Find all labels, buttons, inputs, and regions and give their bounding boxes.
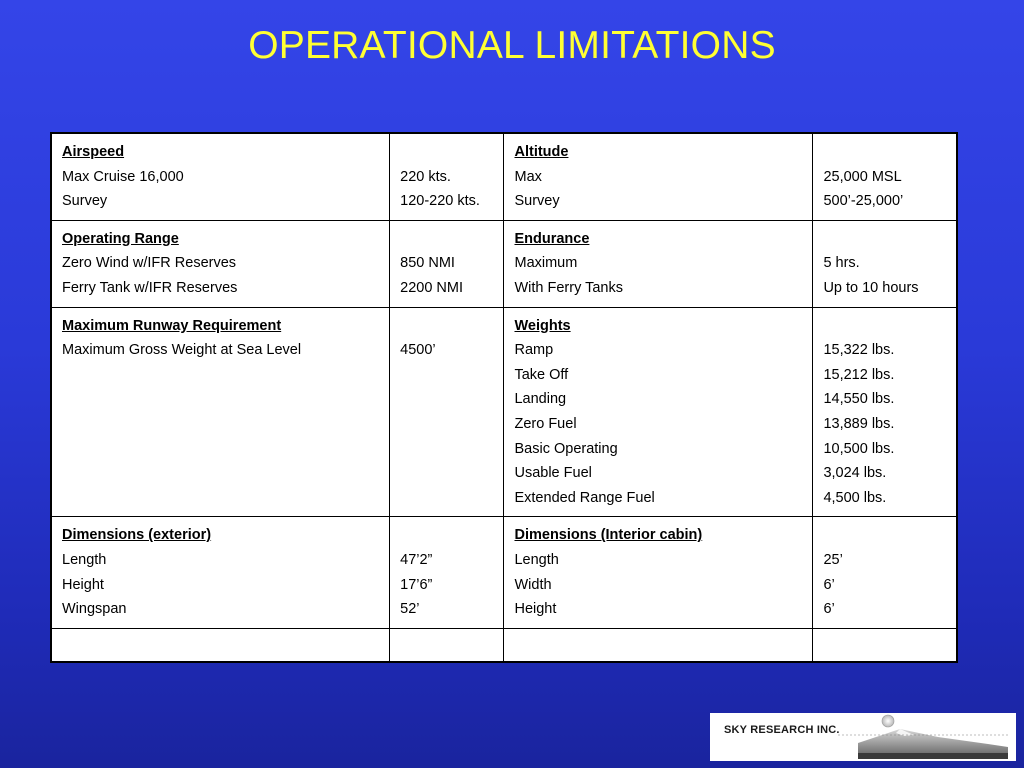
table-row [51,307,957,517]
empty-row [51,628,957,662]
logo-text: SKY RESEARCH INC. [724,724,840,736]
item-value: 52’ [400,601,420,618]
item-value: Up to 10 hours [823,279,919,296]
label-cell [51,307,390,517]
item-label: Ramp [514,342,554,359]
section-heading: Dimensions (Interior cabin) [514,527,703,544]
item-label: Wingspan [62,601,127,618]
value-cell [813,307,957,517]
item-value: 4500’ [400,342,436,359]
operational-limitations-table [50,132,958,663]
heading-spacer [400,314,493,339]
item-label: Length [62,551,107,568]
item-label: Basic Operating [514,440,618,457]
heading-spacer [400,523,493,548]
mountain-logo-icon [838,713,1016,761]
item-value: 17’6” [400,576,433,593]
item-value: 220 kts. [400,168,451,185]
item-label: Height [62,576,104,593]
empty-cell [504,628,813,662]
item-label: Landing [514,391,567,408]
table-row [51,517,957,628]
item-label: Length [514,551,559,568]
heading-spacer [400,227,493,252]
section-heading: Operating Range [62,230,179,247]
label-cell [504,307,813,517]
value-cell [390,133,504,220]
item-label: Max Cruise 16,000 [62,168,184,185]
item-value: 120-220 kts. [400,193,480,210]
section-heading: Maximum Runway Requirement [62,317,282,334]
item-value: 15,322 lbs. [823,342,895,359]
item-value: 2200 NMI [400,279,464,296]
item-value: 4,500 lbs. [823,489,887,506]
heading-spacer [400,140,493,165]
item-value: 15,212 lbs. [823,366,895,383]
label-cell [51,220,390,307]
label-cell [51,133,390,220]
item-label: Max [514,168,542,185]
empty-cell [51,628,390,662]
empty-cell [813,628,957,662]
item-value: 5 hrs. [823,255,860,272]
item-value: 10,500 lbs. [823,440,895,457]
section-heading: Altitude [514,144,569,160]
item-value: 3,024 lbs. [823,465,887,482]
label-cell [504,133,813,220]
value-cell [813,220,957,307]
company-logo [710,713,1016,761]
table-row [51,220,957,307]
heading-spacer [823,227,946,252]
item-value: 14,550 lbs. [823,391,895,408]
item-value: 6’ [823,576,835,593]
table-row [51,133,957,220]
item-value: 47’2” [400,551,433,568]
value-cell [390,307,504,517]
item-label: Height [514,601,557,618]
item-label: Zero Fuel [514,415,577,432]
item-value: 25,000 MSL [823,168,902,185]
item-label: Maximum Gross Weight at Sea Level [62,342,302,359]
item-label: Usable Fuel [514,465,592,482]
section-heading: Airspeed [62,144,125,160]
item-label: Extended Range Fuel [514,489,655,506]
slide-title: OPERATIONAL LIMITATIONS [248,24,776,67]
value-cell [813,133,957,220]
item-value: 6’ [823,601,835,618]
value-cell [390,220,504,307]
item-value: 25’ [823,551,843,568]
label-cell [51,517,390,628]
item-value: 13,889 lbs. [823,415,895,432]
item-label: Width [514,576,552,593]
item-label: Ferry Tank w/IFR Reserves [62,279,238,296]
section-heading: Endurance [514,230,590,247]
item-value: 850 NMI [400,255,455,272]
item-label: Maximum [514,255,578,272]
heading-spacer [823,523,946,548]
section-heading: Dimensions (exterior) [62,527,212,544]
section-heading: Weights [514,317,571,334]
value-cell [390,517,504,628]
heading-spacer [823,314,946,339]
label-cell [504,220,813,307]
heading-spacer [823,140,946,165]
item-label: Zero Wind w/IFR Reserves [62,255,237,272]
item-label: With Ferry Tanks [514,279,623,296]
value-cell [813,517,957,628]
item-label: Survey [514,193,560,210]
item-value: 500’-25,000’ [823,193,904,210]
label-cell [504,517,813,628]
empty-cell [390,628,504,662]
item-label: Take Off [514,366,569,383]
table-body [51,133,957,662]
item-label: Survey [62,193,108,210]
